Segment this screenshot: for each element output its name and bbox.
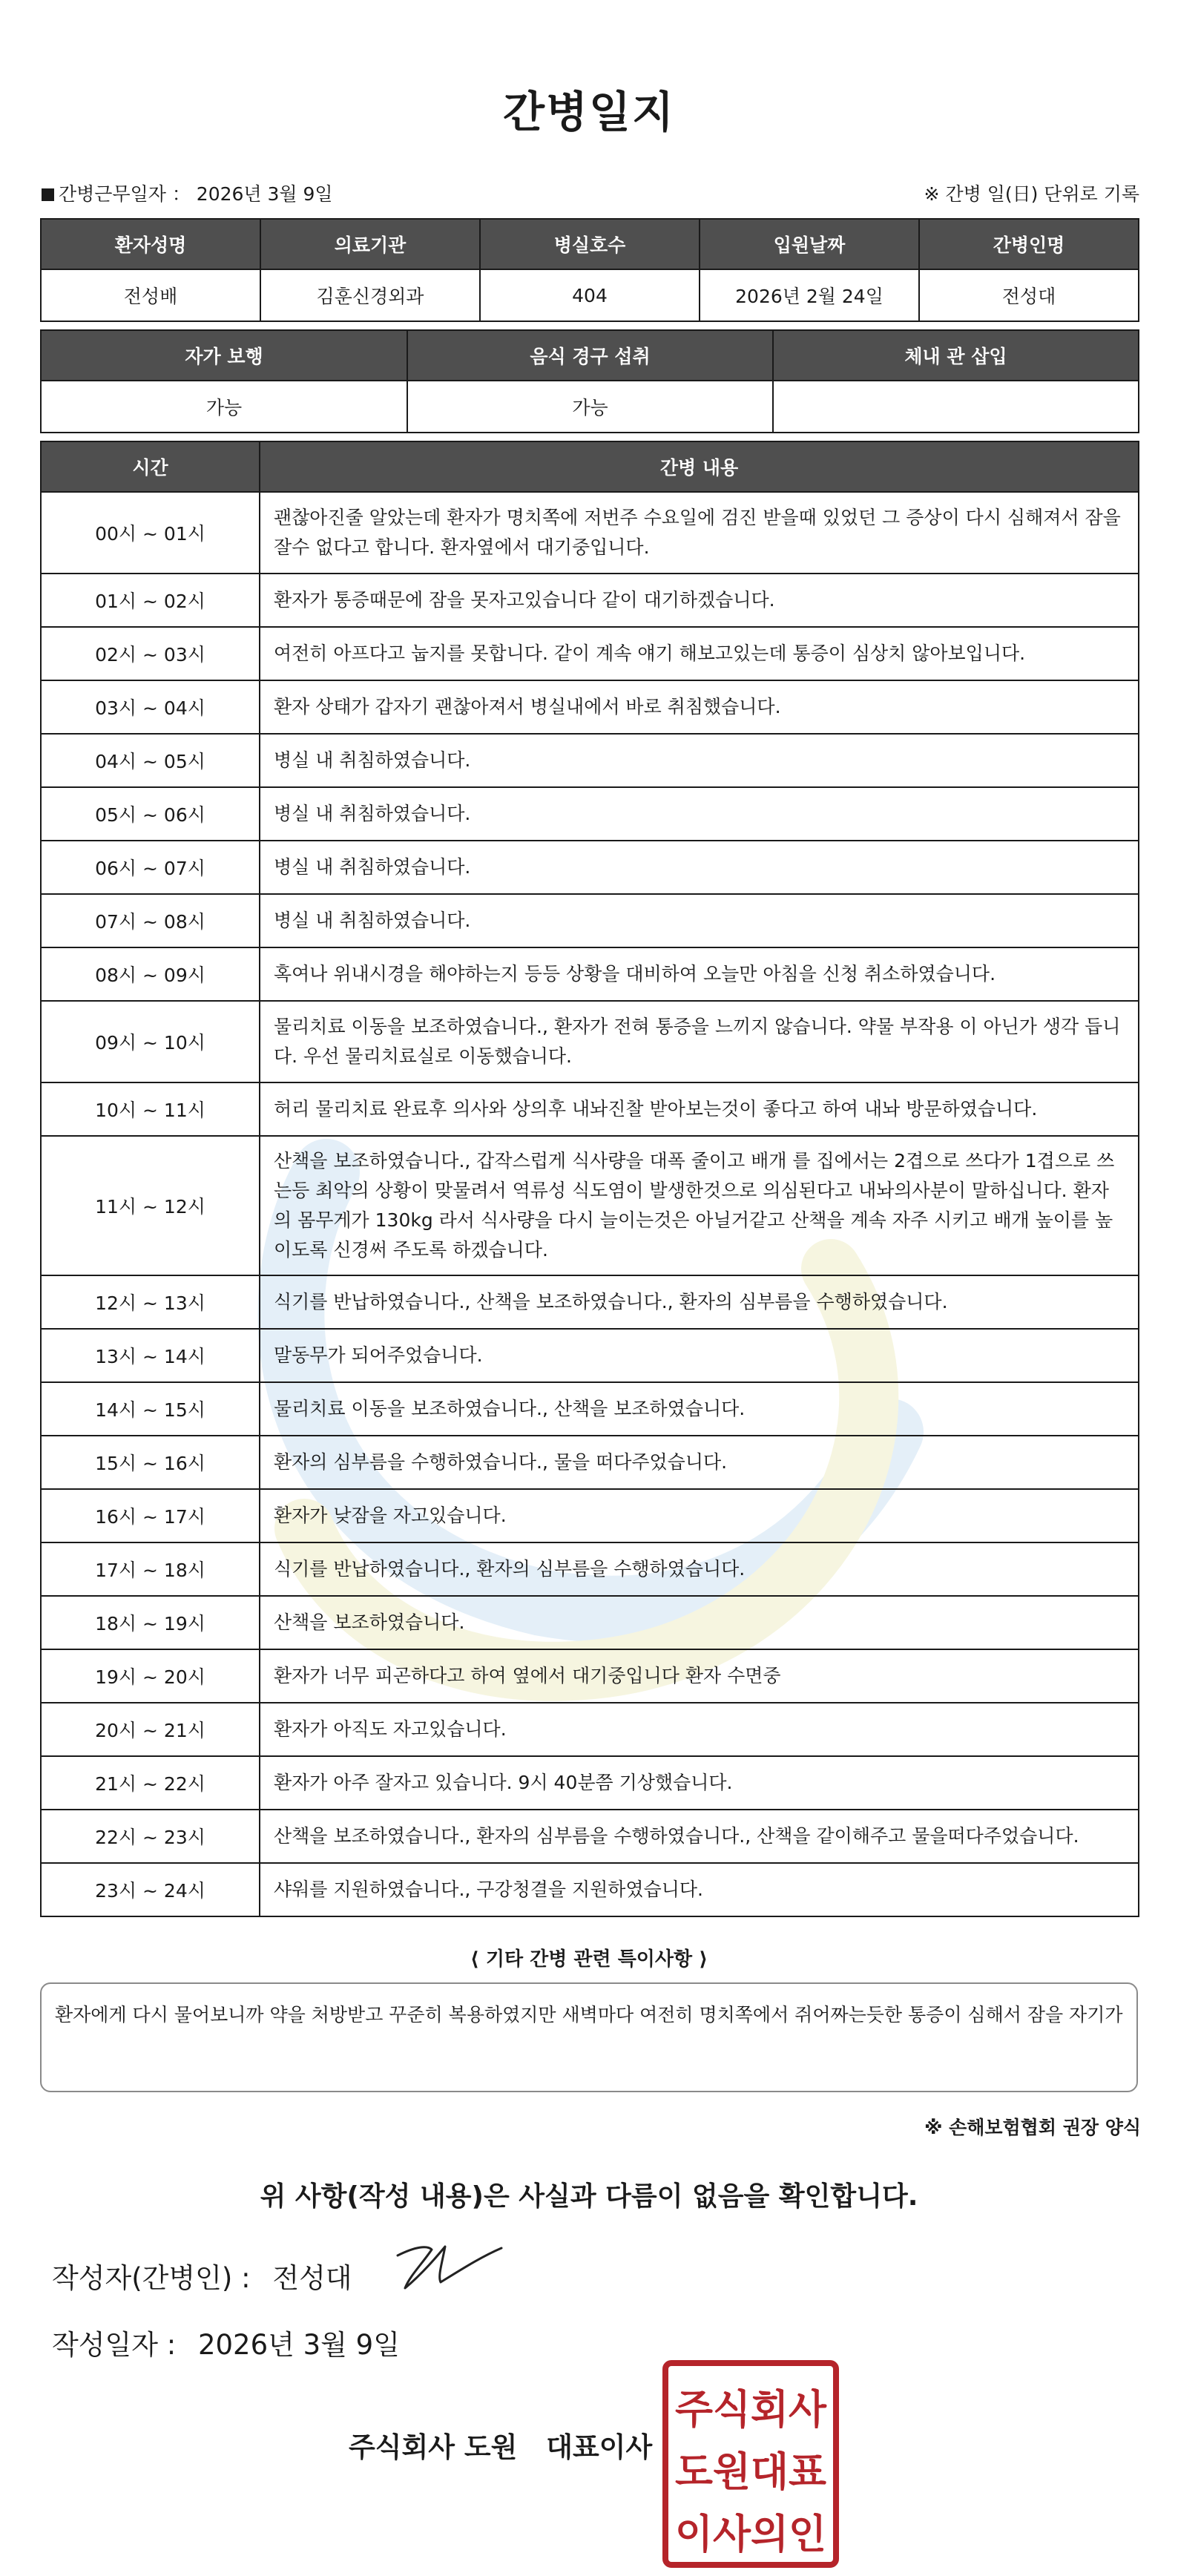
log-time: 09시 ~ 10시 xyxy=(41,1001,260,1082)
log-time: 02시 ~ 03시 xyxy=(41,627,260,680)
table-row xyxy=(41,1703,1139,1756)
header-patient-name: 환자성명 xyxy=(41,219,260,269)
written-date-label: 작성일자 : xyxy=(52,2329,177,2361)
log-content: 물리치료 이동을 보조하였습니다., 환자가 전혀 통증을 느끼지 않습니다. 약물 부작용 이 아닌가 생각 듭니다. 우선 물리치료실로 이동했습니다. xyxy=(260,1001,1139,1082)
log-content: 환자가 낮잠을 자고있습니다. xyxy=(260,1489,1139,1542)
table-row xyxy=(41,894,1139,947)
log-time: 08시 ~ 09시 xyxy=(41,947,260,1001)
log-content: 식기를 반납하였습니다., 산책을 보조하였습니다., 환자의 심부름을 수행하였습니다. xyxy=(260,1275,1139,1329)
log-time: 20시 ~ 21시 xyxy=(41,1703,260,1756)
log-time: 18시 ~ 19시 xyxy=(41,1596,260,1649)
svg-text:이사의인: 이사의인 xyxy=(675,2511,826,2557)
header-hospital: 의료기관 xyxy=(260,219,480,269)
log-time: 13시 ~ 14시 xyxy=(41,1329,260,1382)
admission-date: 2026년 2월 24일 xyxy=(700,269,919,321)
log-time: 05시 ~ 06시 xyxy=(41,787,260,841)
log-time: 15시 ~ 16시 xyxy=(41,1436,260,1489)
log-content: 허리 물리치료 완료후 의사와 상의후 내놔진찰 받아보는것이 좋다고 하여 내놔 방문하였습니다. xyxy=(260,1082,1139,1136)
log-content: 산책을 보조하였습니다. xyxy=(260,1596,1139,1649)
table-row xyxy=(41,734,1139,787)
patient-status-table xyxy=(40,329,1139,433)
log-content: 샤워를 지원하였습니다., 구강청결을 지원하였습니다. xyxy=(260,1863,1139,1916)
log-time: 21시 ~ 22시 xyxy=(41,1756,260,1810)
table-row xyxy=(41,1596,1139,1649)
table-row xyxy=(41,1136,1139,1275)
header-tube: 체내 관 삽입 xyxy=(773,330,1139,381)
care-log-body xyxy=(41,492,1139,1916)
log-time: 16시 ~ 17시 xyxy=(41,1489,260,1542)
patient-info-table xyxy=(40,218,1139,322)
log-time: 12시 ~ 13시 xyxy=(41,1275,260,1329)
table-row xyxy=(41,680,1139,734)
log-time: 06시 ~ 07시 xyxy=(41,841,260,894)
log-time: 01시 ~ 02시 xyxy=(41,574,260,627)
work-date xyxy=(42,180,333,206)
signature-image xyxy=(393,2233,504,2300)
oral-intake-status: 가능 xyxy=(407,381,773,433)
table-row xyxy=(41,787,1139,841)
header-room: 병실호수 xyxy=(480,219,700,269)
page-title: 간병일지 xyxy=(502,87,676,137)
log-time: 11시 ~ 12시 xyxy=(41,1136,260,1275)
care-log-table xyxy=(40,441,1139,1917)
room-number: 404 xyxy=(480,269,700,321)
table-row xyxy=(41,1649,1139,1703)
table-row xyxy=(41,841,1139,894)
remarks-box xyxy=(40,1982,1138,2092)
written-date-line xyxy=(52,2322,400,2362)
log-time: 19시 ~ 20시 xyxy=(41,1649,260,1703)
log-content: 괜찮아진줄 알았는데 환자가 명치쪽에 저번주 수요일에 검진 받을때 있었던 그 증상이 다시 심해져서 잠을 잘수 없다고 합니다. 환자옆에서 대기중입니다. xyxy=(260,492,1139,574)
remarks-title: ⟨ 기타 간병 관련 특이사항 ⟩ xyxy=(470,1948,708,1971)
header-care-content: 간병 내용 xyxy=(260,441,1139,492)
log-content: 여전히 아프다고 눕지를 못합니다. 같이 계속 얘기 해보고있는데 통증이 심상치 않아보입니다. xyxy=(260,627,1139,680)
walking-status: 가능 xyxy=(41,381,407,433)
unit-note: ※ 간병 일(日) 단위로 기록 xyxy=(924,183,1139,205)
table-row xyxy=(41,1275,1139,1329)
header-oral-intake: 음식 경구 섭취 xyxy=(407,330,773,381)
log-content: 병실 내 취침하였습니다. xyxy=(260,787,1139,841)
log-time: 00시 ~ 01시 xyxy=(41,492,260,574)
header-time: 시간 xyxy=(41,441,260,492)
log-content: 혹여나 위내시경을 해야하는지 등등 상황을 대비하여 오늘만 아침을 신청 취소하였습니다. xyxy=(260,947,1139,1001)
hospital-name: 김훈신경외과 xyxy=(260,269,480,321)
square-bullet-icon xyxy=(42,188,54,201)
log-content: 환자가 아직도 자고있습니다. xyxy=(260,1703,1139,1756)
log-time: 22시 ~ 23시 xyxy=(41,1810,260,1863)
table-row xyxy=(41,1489,1139,1542)
table-row xyxy=(41,627,1139,680)
company-line xyxy=(349,2425,652,2465)
log-content: 환자의 심부름을 수행하였습니다., 물을 떠다주었습니다. xyxy=(260,1436,1139,1489)
log-content: 병실 내 취침하였습니다. xyxy=(260,894,1139,947)
log-content: 물리치료 이동을 보조하였습니다., 산책을 보조하였습니다. xyxy=(260,1382,1139,1436)
table-row xyxy=(41,492,1139,574)
work-date-text: 간병근무일자 ： 2026년 3월 9일 xyxy=(59,183,333,205)
log-content: 병실 내 취침하였습니다. xyxy=(260,841,1139,894)
patient-name: 전성배 xyxy=(41,269,260,321)
table-row xyxy=(41,1810,1139,1863)
table-row xyxy=(41,574,1139,627)
log-content: 환자가 너무 피곤하다고 하여 옆에서 대기중입니다 환자 수면중 xyxy=(260,1649,1139,1703)
company-name: 주식회사 도원 xyxy=(349,2431,518,2463)
log-content: 식기를 반납하였습니다., 환자의 심부름을 수행하였습니다. xyxy=(260,1542,1139,1596)
log-time: 07시 ~ 08시 xyxy=(41,894,260,947)
log-time: 17시 ~ 18시 xyxy=(41,1542,260,1596)
log-time: 03시 ~ 04시 xyxy=(41,680,260,734)
confirmation-statement: 위 사항(작성 내용)은 사실과 다름이 없음을 확인합니다. xyxy=(260,2181,918,2212)
log-content: 산책을 보조하였습니다., 갑작스럽게 식사량을 대폭 줄이고 배개 를 집에서는 2겹으로 쓰다가 1겹으로 쓰는등 최악의 상황이 맞물려서 역류성 식도염이 발생한것으로 의심된다고 내놔의사분이 말하십니다. 환자의 몸무게가 130kg 라서 식사량을 다시 늘이는것은 아닐거같고 산책을 계속 자주 시키고 배개 높이를 높이도록 신경써 주도록 하겠습니다. xyxy=(260,1136,1139,1275)
writer-line xyxy=(52,2255,352,2296)
log-content: 병실 내 취침하였습니다. xyxy=(260,734,1139,787)
log-content: 산책을 보조하였습니다., 환자의 심부름을 수행하였습니다., 산책을 같이해주고 물을떠다주었습니다. xyxy=(260,1810,1139,1863)
svg-text:도원대표: 도원대표 xyxy=(675,2448,826,2495)
log-time: 10시 ~ 11시 xyxy=(41,1082,260,1136)
remarks-text: 환자에게 다시 물어보니까 약을 처방받고 꾸준히 복용하였지만 새벽마다 여전히 명치쪽에서 쥐어짜는듯한 통증이 심해서 잠을 자기가 xyxy=(55,2004,1123,2025)
table-row xyxy=(41,1542,1139,1596)
table-row xyxy=(41,1756,1139,1810)
log-time: 04시 ~ 05시 xyxy=(41,734,260,787)
table-row xyxy=(41,1863,1139,1916)
company-seal xyxy=(662,2359,840,2569)
tube-status xyxy=(773,381,1139,433)
log-time: 23시 ~ 24시 xyxy=(41,1863,260,1916)
log-content: 환자가 아주 잘자고 있습니다. 9시 40분쯤 기상했습니다. xyxy=(260,1756,1139,1810)
table-row xyxy=(41,947,1139,1001)
header-walking: 자가 보행 xyxy=(41,330,407,381)
written-date-value: 2026년 3월 9일 xyxy=(197,2329,400,2361)
caregiver-name: 전성대 xyxy=(919,269,1139,321)
writer-name: 전성대 xyxy=(272,2262,352,2294)
header-admission-date: 입원날짜 xyxy=(700,219,919,269)
table-row xyxy=(41,1329,1139,1382)
recommend-note: ※ 손해보험협회 권장 양식 xyxy=(924,2117,1141,2138)
writer-label: 작성자(간병인) : xyxy=(52,2262,251,2294)
log-time: 14시 ~ 15시 xyxy=(41,1382,260,1436)
table-row xyxy=(41,1001,1139,1082)
header-caregiver: 간병인명 xyxy=(919,219,1139,269)
table-row xyxy=(41,1382,1139,1436)
table-row xyxy=(41,1082,1139,1136)
svg-text:주식회사: 주식회사 xyxy=(675,2386,827,2433)
log-content: 말동무가 되어주었습니다. xyxy=(260,1329,1139,1382)
log-content: 환자가 통증때문에 잠을 못자고있습니다 같이 대기하겠습니다. xyxy=(260,574,1139,627)
company-title: 대표이사 xyxy=(546,2431,653,2463)
log-content: 환자 상태가 갑자기 괜찮아져서 병실내에서 바로 취침했습니다. xyxy=(260,680,1139,734)
table-row xyxy=(41,1436,1139,1489)
